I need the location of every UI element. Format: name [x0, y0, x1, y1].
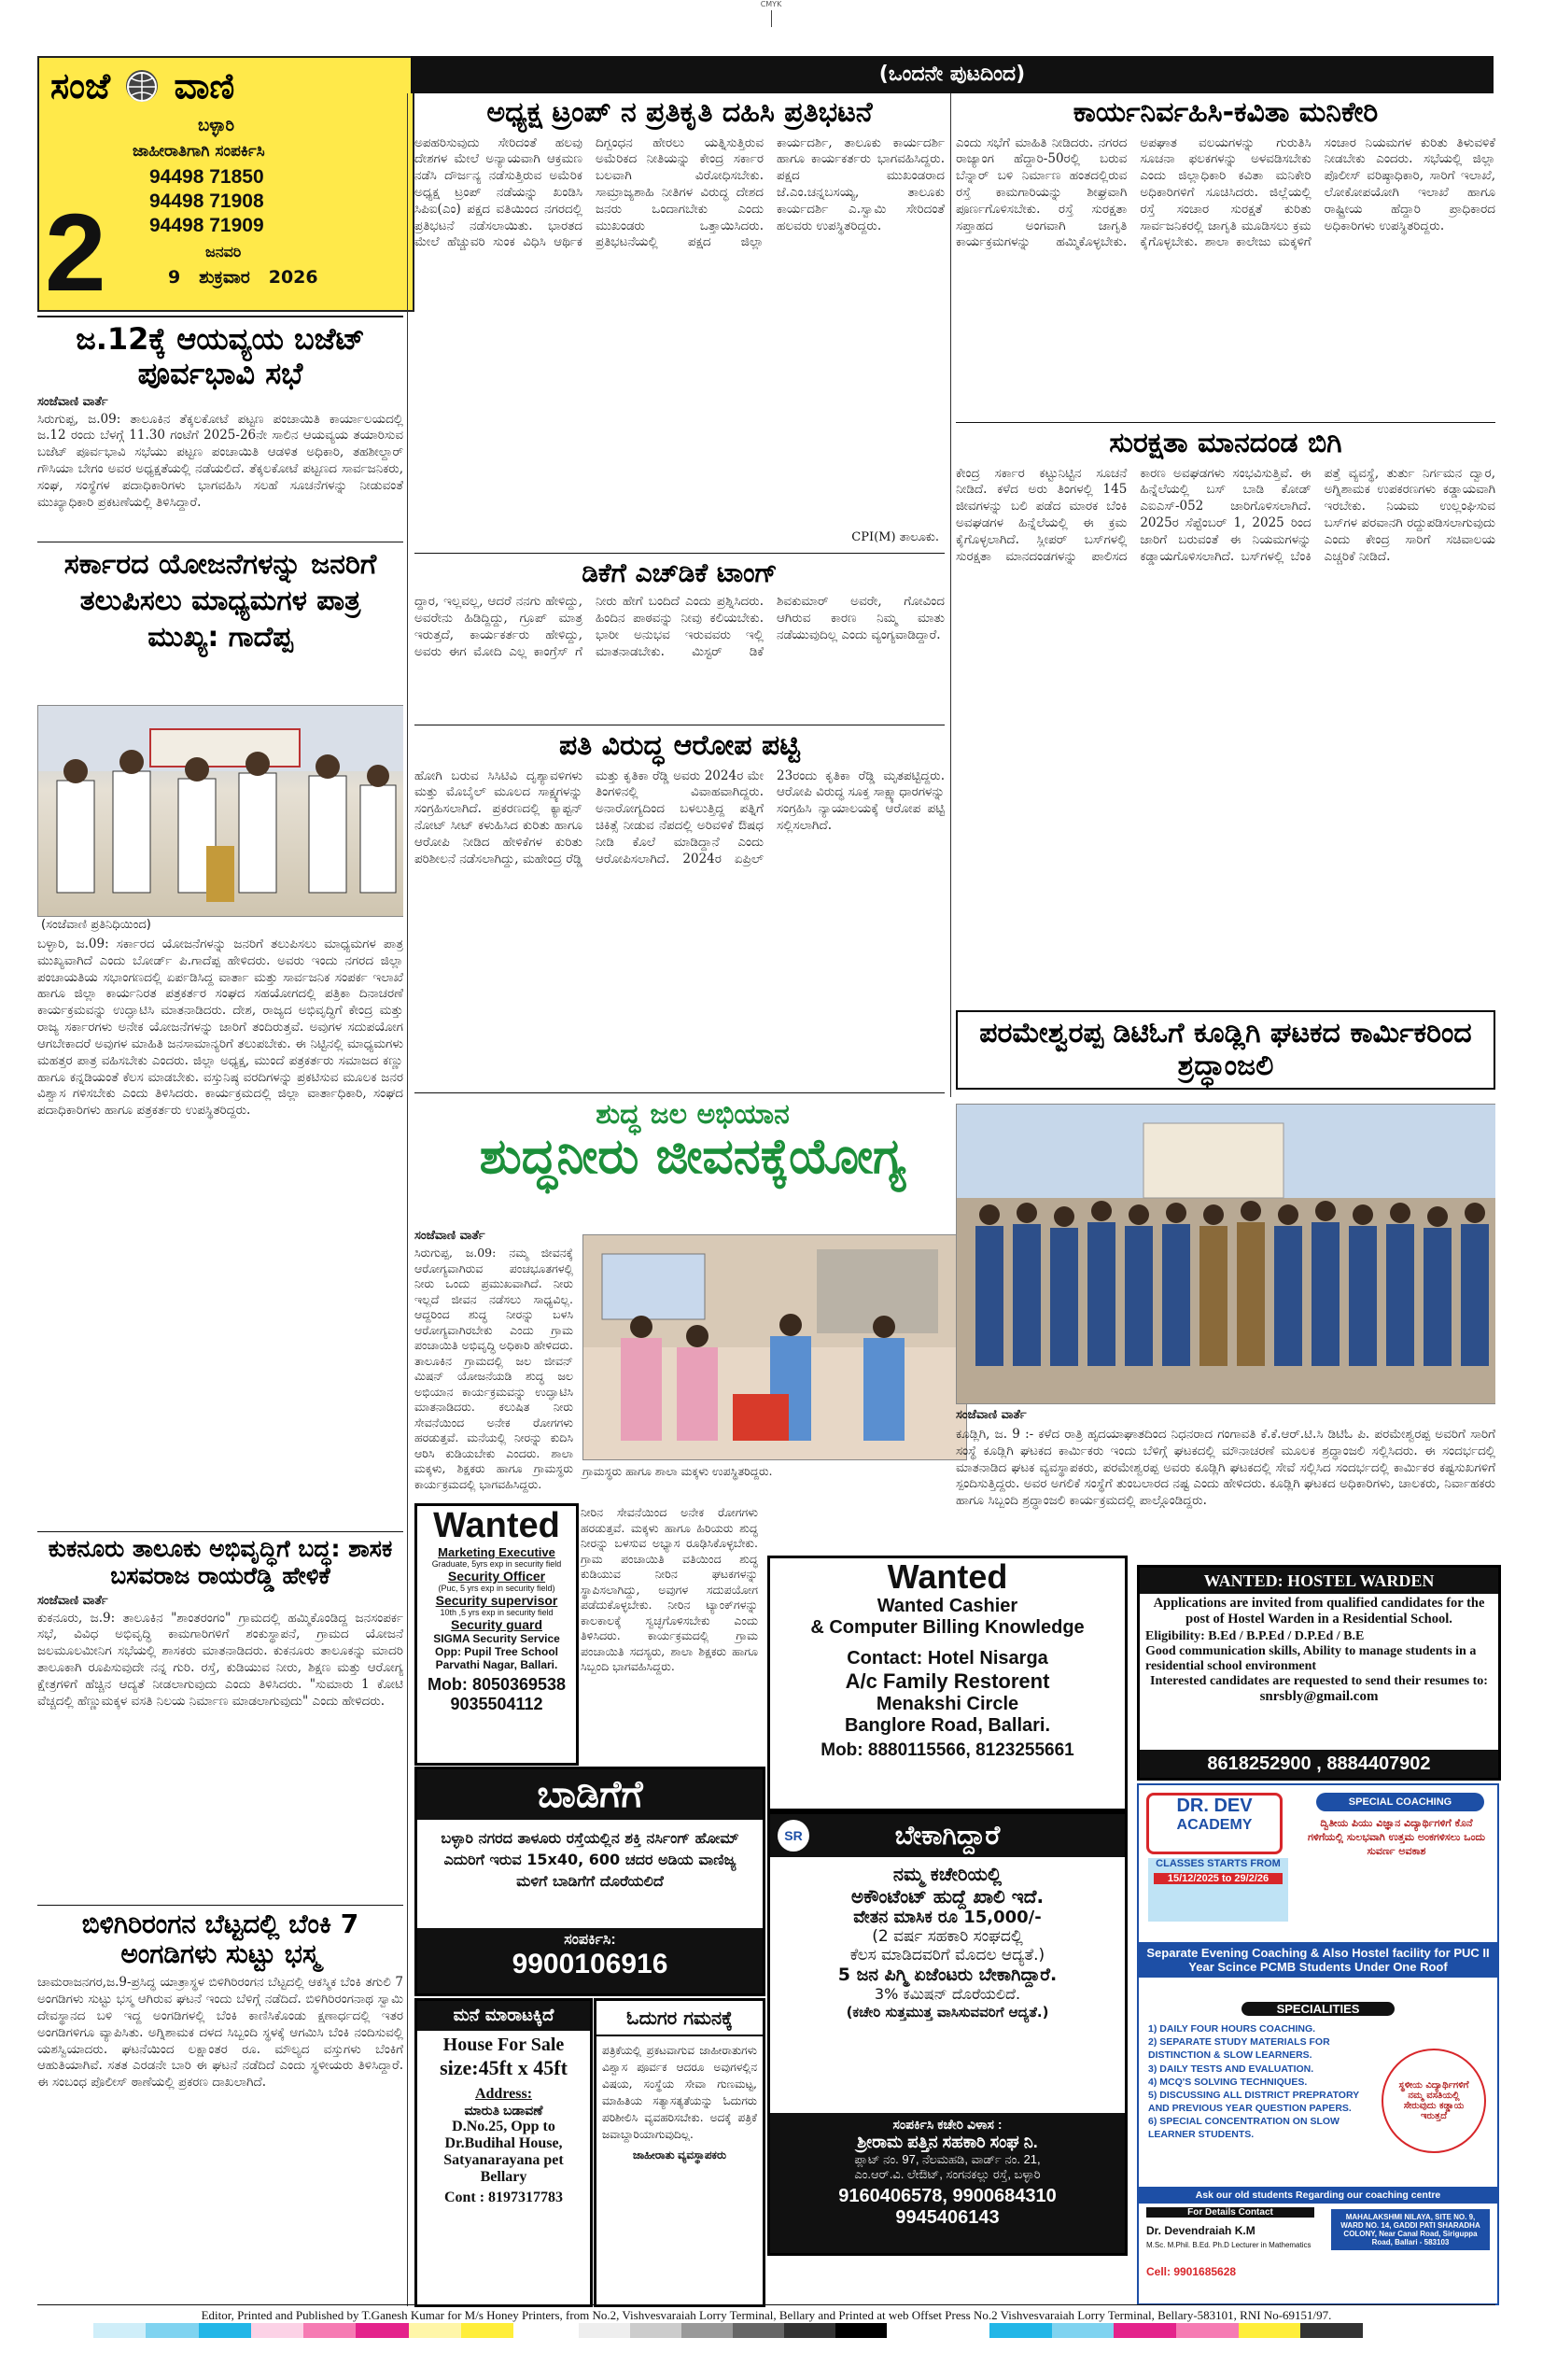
ad-line: Banglore Road, Ballari. [844, 1715, 1051, 1736]
ad-line: A/c Family Restorent [845, 1669, 1050, 1693]
news-photo [37, 705, 403, 917]
ad-line: Wanted Cashier [877, 1596, 1018, 1616]
ad-line: ವೇತನ ಮಾಸಿಕ ರೂ 15,000/- [853, 1908, 1042, 1927]
ad-line: Menakshi Circle [876, 1694, 1019, 1714]
byline: ಸಂಜೆವಾಣಿ ವಾರ್ತೆ [37, 394, 108, 409]
ad-line: 3% ಕಮಿಷನ್ ದೊರೆಯಲಿದೆ. [874, 1985, 1021, 2003]
byline: ಸಂಜೆವಾಣಿ ವಾರ್ತೆ [414, 1229, 485, 1243]
continued-banner-text: (ಒಂದನೇ ಪುಟದಿಂದ) [878, 63, 1026, 86]
headline: ಶುದ್ಧನೀರು ಜೀವನಕ್ಕೆಯೋಗ್ಯ [479, 1129, 906, 1185]
article-budget [37, 322, 403, 537]
mob-number: 8050369538 [471, 1675, 567, 1694]
logo-right-text: ವಾಣಿ [174, 65, 235, 106]
academy-ask: Ask our old students Regarding our coaching centre [1139, 2187, 1497, 2204]
date-weekday: ಶುಕ್ರವಾರ [199, 267, 250, 288]
ad-line: 5 ಜನ ಪಿಗ್ಮಿ ಏಜೆಂಟರು ಬೇಕಾಗಿದ್ದಾರೆ. [837, 1965, 1058, 1985]
ad-line: ನಮ್ಮ ಕಚೇರಿಯಲ್ಲಿ [892, 1863, 1003, 1885]
date-year: 2026 [268, 267, 318, 288]
article-body: ದ್ದಾರ, ಇಲ್ಲವಲ್ಲ, ಆದರೆ ನನಗು ಹೇಳಿದ್ದು, ಅವರೇನು ಹಿಡಿದ್ದಿದ್ದು, ಗ್ರೂಪ್ ಮಾತ್ರ ಇರುತ್ತದೆ, ಕಾರ್ಯಕರ್ತರು ಹೇಳಿದ್ದು, ಅವರು ಈಗ ಮೋದಿ ಎಲ್ಲ ಕಾಂಗ್ರೆಸ್ ಗೆ ನೀರು ಹೇಗೆ ಬಂದಿದೆ ಎಂದು ಪ್ರಶ್ನಿಸಿದರು. ಹಿಂದಿನ ಪಾಠವನ್ನು ನೀವು ಕಲಿಯಬೇಕು. ಭಾರೀ ಅನುಭವ ಇರುವವರು ಇಲ್ಲಿ ಮಾತನಾಡಬೇಕು. ಮಿಸ್ಟರ್ ಡಿಕೆ ಶಿವಕುಮಾರ್ ಅವರೇ, ಗೋವಿಂದ ಆಗಿರುವ ಕಾರಣ ನಿಮ್ಮ ಮಾತು ನಡೆಯುವುದಿಲ್ಲ ಎಂದು ವ್ಯಂಗ್ಯವಾಡಿದ್ದಾರೆ. [414, 594, 945, 659]
gray-bar [579, 2323, 887, 2338]
article-body-cont: ಗ್ರಾಮಸ್ಥರು ಹಾಗೂ ಶಾಲಾ ಮಕ್ಕಳು ಉಪಸ್ಥಿತರಿದ್ದರು. [582, 1464, 773, 1478]
speciality-item: 2) SEPARATE STUDY MATERIALS FOR DISTINCTION & SLOW LEARNERS. [1148, 2036, 1330, 2062]
article-fire [37, 1909, 403, 2302]
ad-sign: ಜಾಹೀರಾತು ವ್ಯವಸ್ಥಾಪಕರು [632, 2148, 727, 2162]
ad-addr: Bellary [480, 2169, 527, 2185]
ad-mobile: Mob: 8880115566, 8123255661 [821, 1740, 1074, 1760]
ad-footer [770, 2113, 1125, 2253]
classes-dates: 15/12/2025 to 29/2/26 [1154, 1873, 1283, 1884]
article-schemes [37, 546, 403, 1527]
article-safety [956, 428, 1495, 1007]
specialities-title: SPECIALITIES [1241, 2002, 1395, 2016]
ad-title: Wanted [887, 1557, 1008, 1596]
masthead-city: ಬಳ್ಳಾರಿ [198, 116, 234, 135]
page-number: 2 [45, 191, 106, 312]
ad-line: SIGMA Security Service [433, 1632, 560, 1645]
masthead [37, 56, 414, 312]
ad-line: Parvathi Nagar, Ballari. [435, 1658, 558, 1671]
academy-separate: Separate Evening Coaching & Also Hostel facility for PUC II Year Scince PCMB Students Under One Roof [1139, 1942, 1497, 1978]
masthead-phone: 94498 71909 [149, 215, 264, 236]
article-body: ಕೂಡ್ಲಿಗಿ, ಜ. 9 :- ಕಳೆದ ರಾತ್ರಿ ಹೃದಯಾಘಾತದಿಂದ ನಿಧನರಾದ ಗಂಗಾವತಿ ಕೆ.ಕೆ.ಆರ್.ಟಿ.ಸಿ ಡಿಟಿಓ ಪಿ. ಪರಮೇಶ್ವರಪ್ಪ ಅವರಿಗೆ ಸಾರಿಗೆ ಸಂಸ್ಥೆ ಕೂಡ್ಲಿಗಿ ಘಟಕದ ಕಾರ್ಮಿಕರು ಇಂದು ಬೆಳಿಗ್ಗೆ ಘಟಕದಲ್ಲಿ ಮೌನಾಚರಣೆ ಮೂಲಕ ಶ್ರದ್ಧಾಂಜಲಿ ಸಲ್ಲಿಸಿದರು. ಈ ಸಂದರ್ಭದಲ್ಲಿ ಮಾತನಾಡಿದ ಘಟಕ ವ್ಯವಸ್ಥಾಪಕರು, ಪರಮೇಶ್ವರಪ್ಪ ಅವರು ಕೂಡ್ಲಿಗಿ ಘಟಕದಲ್ಲಿ ಸೇವೆ ಸಲ್ಲಿಸಿದ ಸಂದರ್ಭದಲ್ಲಿ ಕಾರ್ಮಿಕರ ಕಷ್ಟಸುಖಗಳಿಗೆ ಸ್ಪಂದಿಸುತ್ತಿದ್ದರು. ಅವರ ಅಗಲಿಕೆ ಸಂಸ್ಥೆಗೆ ತುಂಬಲಾರದ ನಷ್ಟ ಎಂದು ಹೇಳಿದರು. ಕೂಡ್ಲಿಗಿ ಘಟಕದ ಅಧಿಕಾರಿಗಳು, ಚಾಲಕರು, ನಿರ್ವಾಹಕರು ಹಾಗೂ ಸಿಬ್ಬಂದಿ ಶ್ರದ್ಧಾಂಜಲಿ ಕಾರ್ಯಕ್ರಮದಲ್ಲಿ ಪಾಲ್ಗೊಂಡಿದ್ದರು. [956, 1427, 1495, 1509]
classes-box [1148, 1858, 1288, 1922]
ad-line: Marketing Executive [438, 1545, 555, 1559]
article-body: ಕುಕನೂರು, ಜ.9: ತಾಲೂಕಿನ "ಶಾಂತರಂಗಂ" ಗ್ರಾಮದಲ್ಲಿ ಹಮ್ಮಿಕೊಂಡಿದ್ದ ಜನಸಂಪರ್ಕ ಸಭೆ, ವಿವಿಧ ಅಭಿವೃದ್ಧಿ ಕಾಮಗಾರಿಗಳಿಗೆ ಶಂಕುಸ್ಥಾಪನೆ, ಗ್ರಾಮದ ಯೋಜನೆ ಜಲಮೂಲಮೀನಿಗ ಸಭೆಯಲ್ಲಿ ಶಾಸಕರು ಮಾತನಾಡಿದರು. ಕುಕನೂರು ತಾಲೂಕನ್ನು ಮಾದರಿ ತಾಲೂಕಾಗಿ ರೂಪಿಸುವುದೇ ನನ್ನ ಗುರಿ. ರಸ್ತೆ, ಕುಡಿಯುವ ನೀರು, ಶಿಕ್ಷಣ ಮತ್ತು ಆರೋಗ್ಯ ಕ್ಷೇತ್ರಗಳಿಗೆ ಹೆಚ್ಚಿನ ಆದ್ಯತೆ ನೀಡಲಾಗುವುದು ಎಂದು ತಿಳಿಸಿದರು. "ಸುಮಾರು 1 ಕೋಟಿ ವೆಚ್ಚದಲ್ಲಿ ಹೆಣ್ಣುಮಕ್ಕಳ ವಸತಿ ನಿಲಯ ನಿರ್ಮಾಣ ಮಾಡಲಾಗುವುದು" ಎಂದು ಹೇಳಿದರು. [37, 1610, 403, 1709]
sr-logo: SR [778, 1820, 809, 1852]
ad-title: ಮನೆ ಮಾರಾಟಕ್ಕಿದೆ [417, 2001, 590, 2031]
academy-kannada-blurb: ದ್ವಿತೀಯ ಪಿಯು ವಿಜ್ಞಾನ ವಿದ್ಯಾರ್ಥಿಗಳಿಗೆ ಕೊನೆ ಗಳಿಗೆಯಲ್ಲಿ ಸುಲಭವಾಗಿ ಉತ್ತಮ ಅಂಕಗಳಿಸಲು ಒಂದು ಸುವರ್ಣ ಅವಕಾಶ [1307, 1817, 1486, 1857]
article-husband [414, 730, 945, 1090]
contact-label: Contact: [847, 1648, 923, 1669]
ad-wanted-cashier [767, 1556, 1128, 1811]
article-body: ಹೋಗಿ ಬರುವ ಸಿಸಿಟಿವಿ ದೃಶ್ಯಾವಳಿಗಳು ಮತ್ತು ಮೊಬೈಲ್ ಮೂಲದ ಸಾಕ್ಷ್ಯಗಳನ್ನು ಸಂಗ್ರಹಿಸಲಾಗಿದೆ. ಪ್ರಕರಣದಲ್ಲಿ ಕ್ಯಾಪ್ಟನ್ ನೋಟ್ ಸೀಟ್ ಕಳುಹಿಸಿದ ಕುರಿತು ಹಾಗೂ ಆರೋಪಿ ನೀಡಿದ ಹೇಳಿಕೆಗಳ ಕುರಿತು ಪರಿಶೀಲನೆ ನಡೆಸಲಾಗಿದ್ದು, ಮಹೇಂದ್ರ ರೆಡ್ಡಿ ಮತ್ತು ಕೃತಿಕಾ ರೆಡ್ಡಿ ಅವರು 2024ರ ಮೇ ತಿಂಗಳಿನಲ್ಲಿ ವಿವಾಹವಾಗಿದ್ದರು. ಅನಾರೋಗ್ಯದಿಂದ ಬಳಲುತ್ತಿದ್ದ ಪತ್ನಿಗೆ ಚಿಕಿತ್ಸೆ ನೀಡುವ ನೆಪದಲ್ಲಿ ಅರಿವಳಿಕೆ ಔಷಧ ನೀಡಿ ಕೊಲೆ ಮಾಡಿದ್ದಾನೆ ಎಂದು ಆರೋಪಿಸಲಾಗಿದೆ. 2024ರ ಏಪ್ರಿಲ್ 23ರಂದು ಕೃತಿಕಾ ರೆಡ್ಡಿ ಮೃತಪಟ್ಟಿದ್ದರು. ಆರೋಪಿ ವಿರುದ್ಧ ಸೂಕ್ತ ಸಾಕ್ಷ್ಯಾಧಾರಗಳನ್ನು ಸಂಗ್ರಹಿಸಿ ನ್ಯಾಯಾಲಯಕ್ಕೆ ಆರೋಪ ಪಟ್ಟಿ ಸಲ್ಲಿಸಲಾಗಿದೆ. [414, 768, 945, 866]
ad-line: House For Sale [442, 2035, 565, 2055]
ad-line: Graduate, 5yrs exp in security field [431, 1559, 562, 1569]
color-bar [93, 2323, 513, 2338]
photo-caption: (ಸಂಜೆವಾಣಿ ಪ್ರತಿನಿಧಿಯಿಂದ) [41, 918, 151, 932]
academy-name-1: DR. DEV [1176, 1796, 1253, 1816]
article-tail: CPI(M) ತಾಲೂಕು. [851, 530, 939, 544]
article-body: ಎಂದು ಸಭೆಗೆ ಮಾಹಿತಿ ನೀಡಿದರು. ನಗರದ ರಾಜ್ಯಾಂಗ ಹೆದ್ದಾರಿ-50ರಲ್ಲಿ ಬರುವ ಬೆನ್ನಾರ್ ಬಳಿ ನಿರ್ಮಾಣ ಹಂತದಲ್ಲಿರುವ ರಸ್ತೆ ಕಾಮಗಾರಿಯನ್ನು ಶೀಘ್ರವಾಗಿ ಪೂರ್ಣಗೊಳಿಸಬೇಕು. ರಸ್ತೆ ಸುರಕ್ಷತಾ ಸಪ್ತಾಹದ ಅಂಗವಾಗಿ ಜಾಗೃತಿ ಕಾರ್ಯಕ್ರಮಗಳನ್ನು ಹಮ್ಮಿಕೊಳ್ಳಬೇಕು. ಅಪಘಾತ ವಲಯಗಳನ್ನು ಗುರುತಿಸಿ ಸೂಚನಾ ಫಲಕಗಳನ್ನು ಅಳವಡಿಸಬೇಕು ಎಂದು ಜಿಲ್ಲಾಧಿಕಾರಿ ಕವಿತಾ ಮನಿಕೇರಿ ಅಧಿಕಾರಿಗಳಿಗೆ ಸೂಚಿಸಿದರು. ಜಿಲ್ಲೆಯಲ್ಲಿ ರಸ್ತೆ ಸಂಚಾರ ಸುರಕ್ಷತೆ ಕುರಿತು ಸಾರ್ವಜನಿಕರಲ್ಲಿ ಜಾಗೃತಿ ಮೂಡಿಸಲು ಕ್ರಮ ಕೈಗೊಳ್ಳಬೇಕು. ಶಾಲಾ ಕಾಲೇಜು ಮಕ್ಕಳಿಗೆ ಸಂಚಾರ ನಿಯಮಗಳ ಕುರಿತು ತಿಳುವಳಿಕೆ ನೀಡಬೇಕು ಎಂದರು. ಸಭೆಯಲ್ಲಿ ಜಿಲ್ಲಾ ಪೊಲೀಸ್ ವರಿಷ್ಠಾಧಿಕಾರಿ, ಸಾರಿಗೆ ಇಲಾಖೆ, ಲೋಕೋಪಯೋಗಿ ಇಲಾಖೆ ಹಾಗೂ ರಾಷ್ಟ್ರೀಯ ಹೆದ್ದಾರಿ ಪ್ರಾಧಿಕಾರದ ಅಧಿಕಾರಿಗಳು ಉಪಸ್ಥಿತರಿದ್ದರು. [956, 134, 1495, 250]
ad-wanted-security [414, 1503, 579, 1766]
ad-title: ಬಾಡಿಗೆಗೆ [417, 1769, 763, 1820]
contact-label: For Details Contact [1146, 2207, 1314, 2218]
academy-name-2: ACADEMY [1176, 1817, 1253, 1833]
contact-label: ಸಂಪರ್ಕಿಸಿ: [564, 1932, 616, 1948]
headline: ಪರಮೇಶ್ವರಪ್ಪ ಡಿಟಿಓಗೆ ಕೂಡ್ಲಿಗಿ ಘಟಕದ ಕಾರ್ಮಿಕರಿಂದ ಶ್ರದ್ಧಾಂಜಲಿ [956, 1010, 1495, 1090]
date-line [168, 267, 318, 288]
article-dkshi [414, 558, 945, 722]
article-body: ಚಾಮರಾಜನಗರ,ಜ.9-ಪ್ರಸಿದ್ಧ ಯಾತ್ರಾಸ್ಥಳ ಬಿಳಿಗಿರಿರಂಗನ ಬೆಟ್ಟದಲ್ಲಿ ಆಕಸ್ಮಿಕ ಬೆಂಕಿ ತಗುಲಿ 7 ಅಂಗಡಿಗಳು ಸುಟ್ಟು ಭಸ್ಮ ಆಗಿರುವ ಘಟನೆ ಇಂದು ಬೆಳಿಗ್ಗೆ ನಡೆದಿದೆ. ಬಿಳಿಗಿರಿರಂಗನಾಥ ಸ್ವಾಮಿ ದೇವಸ್ಥಾನದ ಬಳಿ ಇದ್ದ ಅಂಗಡಿಗಳಲ್ಲಿ ಬೆಂಕಿ ಕಾಣಿಸಿಕೊಂಡು ಕ್ಷಣಾರ್ಧದಲ್ಲಿ ಇತರ ಅಂಗಡಿಗಳಿಗೂ ವ್ಯಾಪಿಸಿತು. ಅಗ್ನಿಶಾಮಕ ದಳದ ಸಿಬ್ಬಂದಿ ಸ್ಥಳಕ್ಕೆ ಆಗಮಿಸಿ ಬೆಂಕಿ ನಂದಿಸುವಲ್ಲಿ ಯಶಸ್ವಿಯಾದರು. ಘಟನೆಯಿಂದ ಲಕ್ಷಾಂತರ ರೂ. ಮೌಲ್ಯದ ವಸ್ತುಗಳು ಬೆಂಕಿಗೆ ಆಹುತಿಯಾಗಿವೆ. ಸತತ ಎರಡನೇ ಬಾರಿ ಈ ಘಟನೆ ನಡೆದಿದೆ ಎಂದು ಸ್ಥಳೀಯರು ತಿಳಿಸಿದ್ದಾರೆ. ಈ ಸಂಬಂಧ ಪೊಲೀಸ್ ಠಾಣೆಯಲ್ಲಿ ಪ್ರಕರಣ ದಾಖಲಾಗಿದೆ. [37, 1975, 403, 2091]
ad-email: snrsbly@gmail.com [1259, 1689, 1379, 1704]
headline: ಕುಕನೂರು ತಾಲೂಕು ಅಭಿವೃದ್ಧಿಗೆ ಬದ್ಧ: ಶಾಸಕ ಬಸವರಾಜ ರಾಯರೆಡ್ಡಿ ಹೇಳಿಕೆ [48, 1536, 393, 1589]
org-phones: 9160406578, 9900684310 [838, 2186, 1057, 2206]
cmyk-label: CMYK [760, 0, 782, 8]
color-bar-right [989, 2323, 1363, 2338]
ad-line: (Puc, 5 yrs exp in security field) [438, 1584, 555, 1593]
ad-line: Security Officer [447, 1569, 546, 1584]
article-kavitha [956, 97, 1495, 419]
org-addr: ಎಂ.ಆರ್.ವಿ. ಲೇಔಟ್, ಸಂಗನಕಲ್ಲು ರಸ್ತೆ, ಬಳ್ಳಾರಿ [854, 2167, 1041, 2181]
headline: ಕಾರ್ಯನಿರ್ವಹಿಸಿ-ಕವಿತಾ ಮನಿಕೇರಿ [1073, 97, 1379, 129]
ad-mobile-2: 9035504112 [450, 1695, 543, 1713]
specialities-list [1148, 2022, 1372, 2142]
special-badge: SPECIAL COACHING [1316, 1793, 1484, 1811]
org-name: ಶ್ರೀರಾಮ ಪತ್ತಿನ ಸಹಕಾರಿ ಸಂಘ ನಿ. [857, 2133, 1038, 2151]
ad-title: Wanted [433, 1506, 560, 1545]
ad-hostel-warden [1137, 1565, 1501, 1781]
masthead-logo [50, 65, 401, 112]
ad-academy [1137, 1783, 1499, 2305]
ad-addr: ಮಾರುತಿ ಬಡಾವಣೆ [464, 2103, 543, 2118]
ad-size: size:45ft x 45ft [440, 2056, 568, 2079]
ad-line: Security supervisor [435, 1593, 558, 1608]
ad-line: 10th ,5 yrs exp in security field [440, 1608, 554, 1617]
ad-addr: Dr.Budihal House, [444, 2135, 563, 2151]
ad-mobile [417, 1675, 576, 1695]
ad-addr: Satyanarayana pet [443, 2152, 564, 2168]
speciality-item: 5) DISCUSSING ALL DISTRICT PREPRATORY AND PREVIOUS YEAR QUESTION PAPERS. [1148, 2089, 1359, 2115]
hotel-name: Hotel Nisarga [927, 1648, 1048, 1669]
article-body: ಕೇಂದ್ರ ಸರ್ಕಾರ ಕಟ್ಟುನಿಟ್ಟಿನ ಸೂಚನೆ ನೀಡಿದೆ. ಕಳೆದ ಅರು ತಿಂಗಳಲ್ಲಿ 145 ಜೀವಗಳನ್ನು ಬಲಿ ಪಡೆದ ಮಾರಕ ಬೆಂಕಿ ಅವಘಡಗಳ ಹಿನ್ನೆಲೆಯಲ್ಲಿ ಈ ಕ್ರಮ ಕೈಗೊಳ್ಳಲಾಗಿದೆ. ಸ್ಲೀಪರ್ ಬಸ್‌ಗಳಲ್ಲಿ ಸುರಕ್ಷತಾ ಮಾನದಂಡಗಳನ್ನು ಪಾಲಿಸದ ಕಾರಣ ಅವಘಡಗಳು ಸಂಭವಿಸುತ್ತಿವೆ. ಈ ಹಿನ್ನೆಲೆಯಲ್ಲಿ ಬಸ್ ಬಾಡಿ ಕೋಡ್ ಎಐಎಸ್-052 ಜಾರಿಗೊಳಿಸಲಾಗಿದೆ. 2025ರ ಸೆಪ್ಟೆಂಬರ್ 1, 2025 ರಿಂದ ಜಾರಿಗೆ ಬರುವಂತೆ ಈ ನಿಯಮಗಳನ್ನು ಕಡ್ಡಾಯಗೊಳಿಸಲಾಗಿದೆ. ಬಸ್‌ಗಳಲ್ಲಿ ಬೆಂಕಿ ಪತ್ತೆ ವ್ಯವಸ್ಥೆ, ತುರ್ತು ನಿರ್ಗಮನ ದ್ವಾರ, ಅಗ್ನಿಶಾಮಕ ಉಪಕರಣಗಳು ಕಡ್ಡಾಯವಾಗಿ ಇರಬೇಕು. ನಿಯಮ ಉಲ್ಲಂಘಿಸುವ ಬಸ್‌ಗಳ ಪರವಾನಗಿ ರದ್ದುಪಡಿಸಲಾಗುವುದು ಎಂದು ಕೇಂದ್ರ ಸಾರಿಗೆ ಸಚಿವಾಲಯ ಎಚ್ಚರಿಕೆ ನೀಡಿದೆ. [956, 465, 1495, 564]
ad-line: (2 ವರ್ಷ ಸಹಕಾರಿ ಸಂಘದಲ್ಲಿ [872, 1927, 1023, 1946]
article-body: ಅಪಹರಿಸುವುದು ಸೇರಿದಂತೆ ಹಲವು ದೇಶಗಳ ಮೇಲೆ ಅನ್ಯಾಯವಾಗಿ ಆಕ್ರಮಣ ನಡೆಸಿ ದೌರ್ಜನ್ಯ ನಡೆಸುತ್ತಿರುವ ಅಮೆರಿಕ ಅಧ್ಯಕ್ಷ ಟ್ರಂಪ್ ನಡೆಯನ್ನು ಖಂಡಿಸಿ ಸಿಪಿಐ(ಎಂ) ಪಕ್ಷದ ವತಿಯಿಂದ ನಗರದಲ್ಲಿ ಪ್ರತಿಭಟನೆ ನಡೆಸಲಾಯಿತು. ಭಾರತದ ಮೇಲೆ ಹೆಚ್ಚುವರಿ ಸುಂಕ ವಿಧಿಸಿ ಆರ್ಥಿಕ ದಿಗ್ಬಂಧನ ಹೇರಲು ಯತ್ನಿಸುತ್ತಿರುವ ಅಮೆರಿಕದ ನೀತಿಯನ್ನು ಕೇಂದ್ರ ಸರ್ಕಾರ ಬಲವಾಗಿ ವಿರೋಧಿಸಬೇಕು. ಸಾಮ್ರಾಜ್ಯಶಾಹಿ ನೀತಿಗಳ ವಿರುದ್ಧ ದೇಶದ ಜನರು ಒಂದಾಗಬೇಕು ಎಂದು ಮುಖಂಡರು ಒತ್ತಾಯಿಸಿದರು. ಪ್ರತಿಭಟನೆಯಲ್ಲಿ ಪಕ್ಷದ ಜಿಲ್ಲಾ ಕಾರ್ಯದರ್ಶಿ, ತಾಲೂಕು ಕಾರ್ಯದರ್ಶಿ ಹಾಗೂ ಕಾರ್ಯಕರ್ತರು ಭಾಗವಹಿಸಿದ್ದರು. ಪಕ್ಷದ ಮುಖಂಡರಾದ ಜೆ.ಎಂ.ಚನ್ನಬಸಯ್ಯ, ತಾಲೂಕು ಕಾರ್ಯದರ್ಶಿ ಎ.ಸ್ವಾಮಿ ಸೇರಿದಂತೆ ಹಲವರು ಉಪಸ್ಥಿತರಿದ್ದರು. [414, 134, 945, 250]
byline: ಸಂಜೆವಾಣಿ ವಾರ್ತೆ [37, 1593, 108, 1608]
registration-mark-top [754, 0, 788, 28]
ad-contact-line [770, 1648, 1125, 1669]
headline: ಸರ್ಕಾರದ ಯೋಜನೆಗಳನ್ನು ಜನರಿಗೆ ತಲುಪಿಸಲು ಮಾಧ್ಯಮಗಳ ಪಾತ್ರ ಮುಖ್ಯ: ಗಾದೆಪ್ಪ [63, 548, 377, 654]
water-photo [582, 1234, 967, 1460]
headline: ಜ.12ಕ್ಕೆ ಆಯವ್ಯಯ ಬಜೆಟ್ ಪೂರ್ವಭಾವಿ ಸಭೆ [76, 322, 365, 391]
kicker: ಶುದ್ಧ ಜಲ ಅಭಿಯಾನ [596, 1098, 790, 1131]
ad-eligibility: Eligibility: B.Ed / B.P.Ed / D.P.Ed / B.E [1145, 1629, 1365, 1643]
speciality-item: 1) DAILY FOUR HOURS COACHING. [1148, 2023, 1316, 2035]
headline: ಡಿಕೆಗೆ ಎಚ್‌ಡಿಕೆ ಟಾಂಗ್ [582, 558, 778, 588]
article-water [414, 1098, 971, 1500]
ad-line: (ಕಚೇರಿ ಸುತ್ತಮುತ್ತ ವಾಸಿಸುವವರಿಗೆ ಆದ್ಯತೆ.) [846, 2004, 1049, 2021]
headline: ಪತಿ ವಿರುದ್ಧ ಆರೋಪ ಪಟ್ಟಿ [559, 730, 800, 762]
continued-banner [411, 56, 1494, 93]
ad-line: Security guard [450, 1617, 543, 1632]
masthead-phone: 94498 71850 [149, 166, 264, 188]
date-month: ಜನವರಿ [205, 243, 242, 261]
ad-needed [767, 1811, 1128, 2256]
article-body: ಸಿರುಗುಪ್ಪ, ಜ.09: ತಾಲೂಕಿನ ತೆಕ್ಕಲಕೋಟೆ ಪಟ್ಟಣ ಪಂಚಾಯಿತಿ ಕಾರ್ಯಾಲಯದಲ್ಲಿ ಜ.12 ರಂದು ಬೆಳಗ್ಗೆ 11.30 ಗಂಟೆಗೆ 2025-26ನೇ ಸಾಲಿನ ಆಯವ್ಯಯ ತಯಾರಿಸುವ ಬಜೆಟ್ ಪೂರ್ವಭಾವಿ ಸಭೆಯು ಪಟ್ಟಣ ಪಂಚಾಯಿತಿ ಆಡಳಿತ ಅಧಿಕಾರಿ, ತಹಶೀಲ್ದಾರ್ ಗೌಸಿಯಾ ಬೇಗಂ ಅವರ ಅಧ್ಯಕ್ಷತೆಯಲ್ಲಿ ನಡೆಯಲಿದೆ. ತೆಕ್ಕಲಕೋಟೆ ಪಟ್ಟಣದ ಸಾರ್ವಜನಿಕರು, ಸಂಘ, ಸಂಸ್ಥೆಗಳ ಪದಾಧಿಕಾರಿಗಳು ಭಾಗವಹಿಸಿ ಸಲಹೆ ಸೂಚನೆಗಳನ್ನು ನೀಡುವಂತೆ ಮುಖ್ಯಾಧಿಕಾರಿ ಪ್ರಕಟಣೆಯಲ್ಲಿ ತಿಳಿಸಿದ್ದಾರೆ. [37, 411, 403, 510]
academy-logo [1146, 1793, 1283, 1854]
academy-cell: Cell: 9901685628 [1146, 2265, 1237, 2278]
masthead-phone: 94498 71908 [149, 190, 264, 212]
tribute-photo [956, 1104, 1495, 1404]
ad-title: ಬೇಕಾಗಿದ್ದಾರೆ [894, 1820, 1001, 1851]
ad-house-sale [414, 1998, 593, 2307]
date-day: 9 [168, 267, 181, 288]
org-addr: ಪ್ಲಾಟ್ ನಂ. 97, ನೆಲಮಹಡಿ, ವಾರ್ಡ್ ನಂ. 21, [854, 2152, 1041, 2166]
logo-left-text: ಸಂಜೆ [50, 65, 111, 106]
article-kuknoor [37, 1536, 403, 1900]
headline: ಅಧ್ಯಕ್ಷ ಟ್ರಂಪ್ ನ ಪ್ರತಿಕೃತಿ ದಹಿಸಿ ಪ್ರತಿಭಟನೆ [486, 97, 873, 129]
ad-skills: Good communication skills, Ability to manage students in a residential school environment [1145, 1644, 1477, 1673]
ad-addr: D.No.25, Opp to [452, 2119, 555, 2134]
classes-label: CLASSES STARTS FROM [1156, 1858, 1281, 1869]
article-body: ಬಳ್ಳಾರಿ, ಜ.09: ಸರ್ಕಾರದ ಯೋಜನೆಗಳನ್ನು ಜನರಿಗೆ ತಲುಪಿಸಲು ಮಾಧ್ಯಮಗಳ ಪಾತ್ರ ಮುಖ್ಯವಾಗಿದೆ ಎಂದು ಬೋರ್ಡ್ ಪಿ.ಗಾದೆಪ್ಪ ಹೇಳಿದರು. ಅವರು ಇಂದು ನಗರದ ಜಿಲ್ಲಾ ಪಂಚಾಯತಿಯ ಸಭಾಂಗಣದಲ್ಲಿ ಏರ್ಪಡಿಸಿದ್ದ ವಾರ್ತಾ ಮತ್ತು ಸಾರ್ವಜನಿಕ ಸಂಪರ್ಕ ಇಲಾಖೆ ಹಾಗೂ ಜಿಲ್ಲಾ ಕಾರ್ಯನಿರತ ಪತ್ರಕರ್ತರ ಸಂಘದ ಸಹಯೋಗದಲ್ಲಿ ಪತ್ರಿಕಾ ದಿನಾಚರಣೆ ಕಾರ್ಯಕ್ರಮವನ್ನು ಉದ್ಘಾಟಿಸಿ ಮಾತನಾಡಿದರು. ದೇಶ, ರಾಜ್ಯದ ಅಭಿವೃದ್ಧಿಗೆ ಕೇಂದ್ರ ಮತ್ತು ರಾಜ್ಯ ಸರ್ಕಾರಗಳು ಅನೇಕ ಯೋಜನೆಗಳನ್ನು ಜಾರಿಗೆ ತಂದಿರುತ್ತವೆ. ಅವುಗಳ ಸದುಪಯೋಗ ಆಗಬೇಕಾದರೆ ಅವುಗಳ ಮಾಹಿತಿ ಜನಸಾಮಾನ್ಯರಿಗೆ ತಲುಪಬೇಕು. ಈ ನಿಟ್ಟಿನಲ್ಲಿ ಮಾಧ್ಯಮಗಳು ಮಹತ್ತರ ಪಾತ್ರ ವಹಿಸಬೇಕು ಎಂದರು. ಜಿಲ್ಲಾ ಅಧ್ಯಕ್ಷ, ಮುಂದೆ ಪತ್ರಕರ್ತರು ಸಮಾಜದ ಕಣ್ಣು ಹಾಗೂ ಕನ್ನಡಿಯಂತೆ ಕೆಲಸ ಮಾಡಬೇಕು. ವಸ್ತುನಿಷ್ಠ ವರದಿಗಳನ್ನು ಪ್ರಕಟಿಸುವ ಮೂಲಕ ಜನರ ವಿಶ್ವಾಸ ಗಳಿಸಬೇಕು ಎಂದು ತಿಳಿಸಿದರು. ಕಾರ್ಯಕ್ರಮದಲ್ಲಿ ಜಿಲ್ಲಾ ವಾರ್ತಾಧಿಕಾರಿ, ಸಂಘದ ಪದಾಧಿಕಾರಿಗಳು ಹಾಗೂ ಪತ್ರಕರ್ತರು ಉಪಸ್ಥಿತರಿದ್ದರು. [37, 937, 403, 1119]
ad-resume: Interested candidates are requested to send their resumes to: [1150, 1674, 1488, 1688]
headline: ಸುರಕ್ಷತಾ ಮಾನದಂಡ ಬಿಗಿ [1109, 428, 1342, 459]
speciality-item: 3) DAILY TESTS AND EVALUATION. [1148, 2063, 1314, 2075]
speciality-item: 4) MCQ'S SOLVING TECHNIQUES. [1148, 2076, 1308, 2088]
contact-label: ಸಂಪರ್ಕಿಸಿ ಕಚೇರಿ ವಿಳಾಸ : [892, 2117, 1003, 2132]
ad-title: WANTED: HOSTEL WARDEN [1140, 1568, 1498, 1594]
ad-rent [414, 1767, 765, 1996]
academy-addr: MAHALAKSHMI NILAYA, SITE NO. 9, WARD NO. 14, GADDI PATI SHARADHA COLONY, Near Canal Road, Siriguppa Road, Ballari - 583103 [1331, 2209, 1490, 2250]
article-water-continued: ನೀರಿನ ಸೇವನೆಯಿಂದ ಅನೇಕ ರೋಗಗಳು ಹರಡುತ್ತವೆ. ಮಕ್ಕಳು ಹಾಗೂ ಹಿರಿಯರು ಶುದ್ಧ ನೀರನ್ನು ಬಳಸುವ ಅಭ್ಯಾಸ ರೂಢಿಸಿಕೊಳ್ಳಬೇಕು. ಗ್ರಾಮ ಪಂಚಾಯಿತಿ ವತಿಯಿಂದ ಶುದ್ಧ ಕುಡಿಯುವ ನೀರಿನ ಘಟಕಗಳನ್ನು ಸ್ಥಾಪಿಸಲಾಗಿದ್ದು, ಅವುಗಳ ಸದುಪಯೋಗ ಪಡೆದುಕೊಳ್ಳಬೇಕು. ನೀರಿನ ಟ್ಯಾಂಕ್‌ಗಳನ್ನು ಕಾಲಕಾಲಕ್ಕೆ ಸ್ವಚ್ಛಗೊಳಿಸಬೇಕು ಎಂದು ತಿಳಿಸಿದರು. ಕಾರ್ಯಕ್ರಮದಲ್ಲಿ ಗ್ರಾಮ ಪಂಚಾಯಿತಿ ಸದಸ್ಯರು, ಶಾಲಾ ಶಿಕ್ಷಕರು ಹಾಗೂ ಸಿಬ್ಬಂದಿ ಭಾಗವಹಿಸಿದ್ದರು. [581, 1505, 758, 1673]
headline: ಬಿಳಿಗಿರಿರಂಗನ ಬೆಟ್ಟದಲ್ಲಿ ಬೆಂಕಿ 7 ಅಂಗಡಿಗಳು ಸುಟ್ಟು ಭಸ್ಮ [81, 1909, 359, 1970]
org-phones: 9945406143 [895, 2207, 1000, 2228]
ad-line: Opp: Pupil Tree School [434, 1645, 558, 1658]
article-tribute [956, 1010, 1495, 1608]
article-body: ಸಿರುಗುಪ್ಪ, ಜ.09: ನಮ್ಮ ಜೀವನಕ್ಕೆ ಆರೋಗ್ಯವಾಗಿರುವ ಪಂಚಭೂತಗಳಲ್ಲಿ ನೀರು ಒಂದು ಪ್ರಮುಖವಾಗಿದೆ. ನೀರು ಇಲ್ಲದೆ ಜೀವನ ನಡೆಸಲು ಸಾಧ್ಯವಿಲ್ಲ. ಆದ್ದರಿಂದ ಶುದ್ಧ ನೀರನ್ನು ಬಳಸಿ ಆರೋಗ್ಯವಾಗಿರಬೇಕು ಎಂದು ಗ್ರಾಮ ಪಂಚಾಯಿತಿ ಅಭಿವೃದ್ಧಿ ಅಧಿಕಾರಿ ಹೇಳಿದರು. ತಾಲೂಕಿನ ಗ್ರಾಮದಲ್ಲಿ ಜಲ ಜೀವನ್ ಮಿಷನ್ ಯೋಜನೆಯಡಿ ಶುದ್ಧ ಜಲ ಅಭಿಯಾನ ಕಾರ್ಯಕ್ರಮವನ್ನು ಉದ್ಘಾಟಿಸಿ ಮಾತನಾಡಿದರು. ಕಲುಷಿತ ನೀರು ಸೇವನೆಯಿಂದ ಅನೇಕ ರೋಗಗಳು ಹರಡುತ್ತವೆ. ಮನೆಯಲ್ಲಿ ನೀರನ್ನು ಕುದಿಸಿ ಆರಿಸಿ ಕುಡಿಯಬೇಕು ಎಂದರು. ಶಾಲಾ ಮಕ್ಕಳು, ಶಿಕ್ಷಕರು ಹಾಗೂ ಗ್ರಾಮಸ್ಥರು ಕಾರ್ಯಕ್ರಮದಲ್ಲಿ ಭಾಗವಹಿಸಿದ್ದರು. [414, 1246, 573, 1491]
article-trump [414, 97, 945, 550]
byline: ಸಂಜೆವಾಣಿ ವಾರ್ತೆ [956, 1408, 1027, 1422]
ad-addr-label: Address: [474, 2086, 533, 2102]
ad-body: ಬಳ್ಳಾರಿ ನಗರದ ತಾಳೂರು ರಸ್ತೆಯಲ್ಲಿನ ಶಕ್ತಿ ನರ್ಸಿಂಗ್ ಹೋಮ್ ಎದುರಿಗೆ ಇರುವ 15x40, 600 ಚದರ ಅಡಿಯ ವಾಣಿಜ್ಯ ಮಳಿಗೆ ಬಾಡಿಗೆಗೆ ದೊರೆಯಲಿದೆ [441, 1829, 739, 1891]
ad-footer [417, 1928, 763, 1993]
ad-readers-notice [594, 1998, 765, 2307]
ad-header [770, 1814, 1125, 1857]
mob-label: Mob: [427, 1675, 468, 1694]
ad-contact-label: ಜಾಹೀರಾತಿಗಾಗಿ ಸಂಪರ್ಕಿಸಿ [133, 142, 265, 161]
imprint-footer: Editor, Printed and Published by T.Ganesh Kumar for M/s Honey Printers, from No.2, Vishvesvaraiah Lorry Terminal, Bellary and Printed at web Offset Press No.2 Vishvesvaraiah Lorry Terminal, Bellary-583101, RNI No-69151/97. [201, 2308, 1332, 2322]
ad-line: ಕೆಲಸ ಮಾಡಿದವರಿಗೆ ಮೊದಲ ಆದ್ಯತೆ.) [849, 1946, 1045, 1965]
academy-person: Dr. Devendraiah K.M [1146, 2224, 1255, 2237]
ad-body: ಪತ್ರಿಕೆಯಲ್ಲಿ ಪ್ರಕಟವಾಗುವ ಜಾಹೀರಾತುಗಳು ವಿಶ್ವಾಸ ಪೂರ್ವಕ ಆದರೂ ಅವುಗಳಲ್ಲಿನ ವಿಷಯ, ಸಂಸ್ಥೆಯ ಸೇವಾ ಗುಣಮಟ್ಟ, ಮಾಹಿತಿಯ ಸತ್ಯಾಸತ್ಯತೆಯನ್ನು ಓದುಗರು ಪರಿಶೀಲಿಸಿ ವ್ಯವಹರಿಸಬೇಕು. ಅದಕ್ಕೆ ಪತ್ರಿಕೆ ಜವಾಬ್ದಾರಿಯಾಗುವುದಿಲ್ಲ. [602, 2044, 757, 2141]
academy-creds: M.Sc. M.Phil. B.Ed. Ph.D Lecturer in Mathematics [1146, 2241, 1312, 2249]
ad-body: Applications are invited from qualified candidates for the post of Hostel Warden in a Residential School. [1153, 1596, 1485, 1627]
ad-phones: 8618252900 , 8884407902 [1140, 1750, 1498, 1778]
rent-phone: 9900106916 [512, 1949, 668, 1979]
ad-contact: Cont : 8197317783 [443, 2190, 564, 2205]
speciality-item: 6) SPECIAL CONCENTRATION ON SLOW LEARNER STUDENTS. [1148, 2116, 1340, 2141]
globe-icon [126, 70, 158, 102]
ad-line: ಅಕೌಂಟೆಂಟ್ ಹುದ್ದೆ ಖಾಲಿ ಇದೆ. [850, 1885, 1045, 1908]
academy-side-note: ಸ್ಥಳೀಯ ವಿದ್ಯಾರ್ಥಿಗಳಿಗೆ ನಮ್ಮ ವಸತಿಯಲ್ಲಿ ಸೇರುವುದು ಕಡ್ಡಾಯ ಇರುತ್ತದೆ [1382, 2049, 1486, 2153]
ad-title: ಓದುಗರ ಗಮನಕ್ಕೆ [596, 2001, 763, 2036]
ad-line: & Computer Billing Knowledge [810, 1617, 1085, 1638]
